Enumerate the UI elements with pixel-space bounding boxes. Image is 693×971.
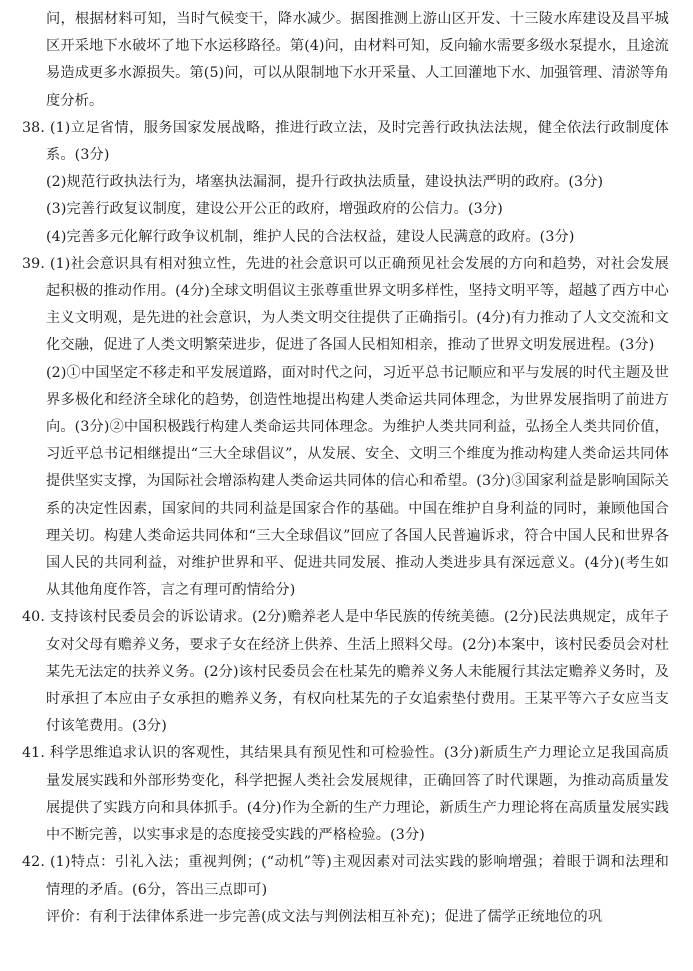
answer-38-part-2: (2)规范行政执法行为，堵塞执法漏洞，提升行政执法质量，建设执法严明的政府。(3分) — [46, 174, 604, 191]
answer-38-part-4: (4)完善多元化解行政争议机制，维护人民的合法权益，建设人民满意的政府。(3分) — [46, 228, 575, 245]
answer-42-evaluation: 评价：有利于法律体系进一步完善(成文法与判例法相互补充)；促进了儒学正统地位的巩 — [46, 908, 603, 925]
answer-39-part-2: (2)①中国坚定不移走和平发展道路，面对时代之问，习近平总书记顺应和平与发展的时代主题及世界多极化和经济全球化的趋势，创造性地提出构建人类命运共同体理念，为世界发展指明了前进方向。(3分)②中国积极践行构建人类命运共同体理念。为维护人类共同利益，弘扬全人类共同价值，习近平总书记相继提出“三大全球倡议”，从发展、安全、文明三个维度为推动构建人类命运共同体提供坚实支撑，为国际社会增添构建人类命运共同体的信心和希望。(3分)③国家利益是影响国际关系的决定性因素，国家间的共同利益是国家合作的基础。中国在维护自身利益的同时，兼顾他国合理关切。构建人类命运共同体和“三大全球倡议”回应了各国人民普遍诉求，符合中国人民和世界各国人民的共同利益，对维护世界和平、促进共同发展、推动人类进步具有深远意义。(4分)(考生如从其他角度作答，言之有理可酌情给分) — [46, 364, 669, 599]
answer-38-part-1: 38. (1)立足省情，服务国家发展战略，推进行政立法，及时完善行政执法法规，健全依法行政制度体系。(3分) — [22, 119, 669, 164]
answer-41: 41. 科学思维追求认识的客观性，其结果具有预见性和可检验性。(3分)新质生产力理论立足我国高质量发展实践和外部形势变化，科学把握人类社会发展规律，正确回答了时代课题，为推动高质量发展提供了实践方向和具体抓手。(4分)作为全新的生产力理论，新质生产力理论将在高质量发展实践中不断完善，以实事求是的态度接受实践的严格检验。(3分) — [22, 745, 669, 844]
answer-39-part-1: 39. (1)社会意识具有相对独立性，先进的社会意识可以正确预见社会发展的方向和趋势，对社会发展起积极的推动作用。(4分)全球文明倡议主张尊重世界文明多样性，坚持文明平等，超越了西方中心主义文明观，是先进的社会意识，为人类文明交往提供了正确指引。(4分)有力推动了人文交流和文化交融，促进了人类文明繁荣进步，促进了各国人民相知相亲，推动了世界文明发展进程。(3分) — [22, 255, 669, 354]
paragraph-intro: 问，根据材料可知，当时气候变干，降水减少。据图推测上游山区开发、十三陵水库建设及昌平城区开采地下水破坏了地下水运移路径。第(4)问，由材料可知，反向输水需要多级水泵提水，且途流易造成更多水源损失。第(5)问，可以从限制地下水开采量、人工回灌地下水、加强管理、清淤等角度分析。 — [46, 11, 669, 109]
answer-42-part-1: 42. (1)特点：引礼入法；重视判例；(“动机”等)主观因素对司法实践的影响增强；着眼于调和法理和情理的矛盾。(6分，答出三点即可) — [22, 854, 669, 898]
answer-40: 40. 支持该村民委员会的诉讼请求。(2分)赡养老人是中华民族的传统美德。(2分)民法典规定，成年子女对父母有赡养义务，要求子女在经济上供养、生活上照料父母。(2分)本案中，该村民委员会对杜某先无法定的扶养义务。(2分)该村民委员会在杜某先的赡养义务人未能履行其法定赡养义务时，及时承担了本应由子女承担的赡养义务，有权向杜某先的子女追索垫付费用。王某平等六子女应当支付该笔费用。(3分) — [22, 609, 669, 735]
answer-38-part-3: (3)完善行政复议制度，建设公开公正的政府，增强政府的公信力。(3分) — [46, 201, 503, 218]
